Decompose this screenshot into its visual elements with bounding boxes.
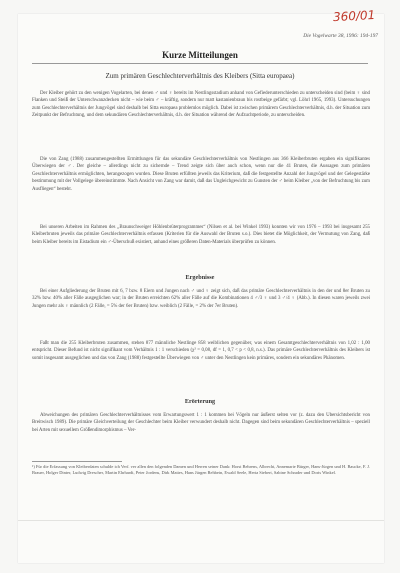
paragraph-results-2: Faßt man die 255 Kleiberbruten zusammen, stehen 877 männliche Nestlinge 858 weiblichen gegenüber, was einem Gesamtgeschlechterverhältnis von 1,02 : 1,00 entspricht. Dieser Befund ist nicht signifikant vom Verhältnis 1 : 1 verschieden (χ² = 0,08, df = 1, 0,7 < p < 0,8, n.s.). Das primäre Geschlechterverhältnis des Kleibers ist somit insgesamt ausgeglichen und das von Zang (1988) festgestellte Überwiegen von ♂ unter den Nestlingen kein primäres, sondern ein sekundäres Phänomen. [32, 341, 370, 361]
journal-header: Die Vogelwarte 38, 1996: 194-197 [303, 33, 378, 39]
paragraph-program: Bei unseren Arbeiten im Rahmen des „Braunschweiger Höhlenbrüterprogrammes“ (Nilsen et al. bei Winkel 1993) konnten wir von 1976 – 1993 bei insgesamt 255 Kleiberbruten jeweils das primäre Geschlechterverhältnis erfassen (Kriterien für die Auswahl der Bruten s.o.). Dies bietet die Möglichkeit, der Vermutung von Zang, daß beim Kleiber bereits im Eistadium ein ♂-Überschuß existiert, anhand eines größeren Daten-Materials überprüfen zu können. [32, 225, 370, 245]
section-rule [32, 63, 368, 64]
footnote: ¹) Für die Erfassung von Kleiberdaten schulde ich Verf. ver allen den folgenden Damen und Herren seiner Dank: Horst Behrens, Albrecht, Annemarie Bürger, Hans-Jürgen und H. Baucke, F. J. Brauer, Holger Dinter, Ludwig Drescher, Martin Ehrhardt, Peter Jordens, Dirk Mattes, Hans Jürgen Rehbein, Ewald Seele, Herta Siebert, Sabine Schrader und Doris Winkel. [32, 464, 370, 476]
handwritten-annotation: 360/01 [332, 7, 376, 25]
article-title: Zum primären Geschlechterverhältnis des Kleibers (Sitta europaea) [105, 72, 295, 80]
section-label: Kurze Mitteilungen [162, 50, 238, 60]
discussion-heading: Erörterung [184, 398, 216, 405]
scan-fold-line [18, 520, 384, 521]
paragraph-zang: Die von Zang (1988) zusammengestellten Ermittlungen für das sekundäre Geschlechterverhältnis von Nestlingen aus 366 Kleiberbruten ergaben ein signifikantes Überwiegen der ♂. Der gleiche – allerdings nicht zu sichernde – Trend zeigte sich über auch schon, wenn nur die 41 Bruten, die Aussagen zum primären Geschlechterverhältnis ermöglichten, herangezogen wurden. Diese Bruten erfüllten jeweils das Kriterium, daß die festgestellte Anzahl der Jungvögel und der Gelegestärke bestimmung mit der Vollgelege übereinstimmte. Nach Ansicht von Zang war damit, daß das Ungleichgewicht zu Gunsten der ♂ beim Kleiber „von der Befruchtung bis zum Ausfliegen“ besteht. [32, 157, 370, 192]
paragraph-discussion: Abweichungen des primären Geschlechterverhältnisses vom Erwartungswert 1 : 1 kommen bei Vögeln nur äußerst selten vor (z. dazu den Übersichtsbericht von Breitwisch 1989). Die primäre Gleichverteilung der Geschlechter beim Kleiber verwundert deshalb nicht. Dagegen sind beim sekundären Geschlechterverhältnis – speziell bei Arten mit sexuellem Größendimorphismus – Ver- [32, 413, 370, 433]
footnote-rule [32, 461, 122, 462]
results-heading: Ergebnisse [185, 274, 215, 281]
paragraph-results-1: Bei einer Aufgliederung der Bruten mit 6, 7 bzw. 8 Eiern und Jungen nach ♂ und ♀ zeigt sich, daß das primäre Geschlechterverhältnis in den der und 8er Bruten zu 32% bzw. 40% aller Fälle ausgeglichen war; in der Bruten erreichten 62% aller Fälle auf die Kombinationen 4 ♂/3 ♀ und 3 ♂/4 ♀ (Abb.). In diesen waren jeweils zwei Jungen mehr als ♀ männlich (2 Fälle, = 5% der 6er Bruten) bzw. weiblich (2 Fälle, = 2% der 7er Bruten). [32, 289, 370, 309]
paragraph-intro: Der Kleiber gehört zu den wenigen Vogelarten, bei denen ♂ und ♀ bereits im Nestlingsstadium anhand von Gefiederunterschieden zu unterscheiden sind (beim ♀ sind Flanken und Steiß der Unterschwanzdecken nicht – wie beim ♂ – kräftig, sondern nur matt kastanienbraun bis rostbeige gefärbt; vgl. Löhrl 1965, 1993). Untersuchungen zum Geschlechterverhältnis der Jungvögel sind deshalb bei Sitta europaea problemlos möglich. Dabei ist zwischen primärem Geschlechterverhältnis, d.h. der Situation zum Zeitpunkt der Befruchtung, und dem sekundären Geschlechterverhältnis, d.h. der Situation während der Aufzuchtperiode, zu unterscheiden. [32, 91, 370, 119]
